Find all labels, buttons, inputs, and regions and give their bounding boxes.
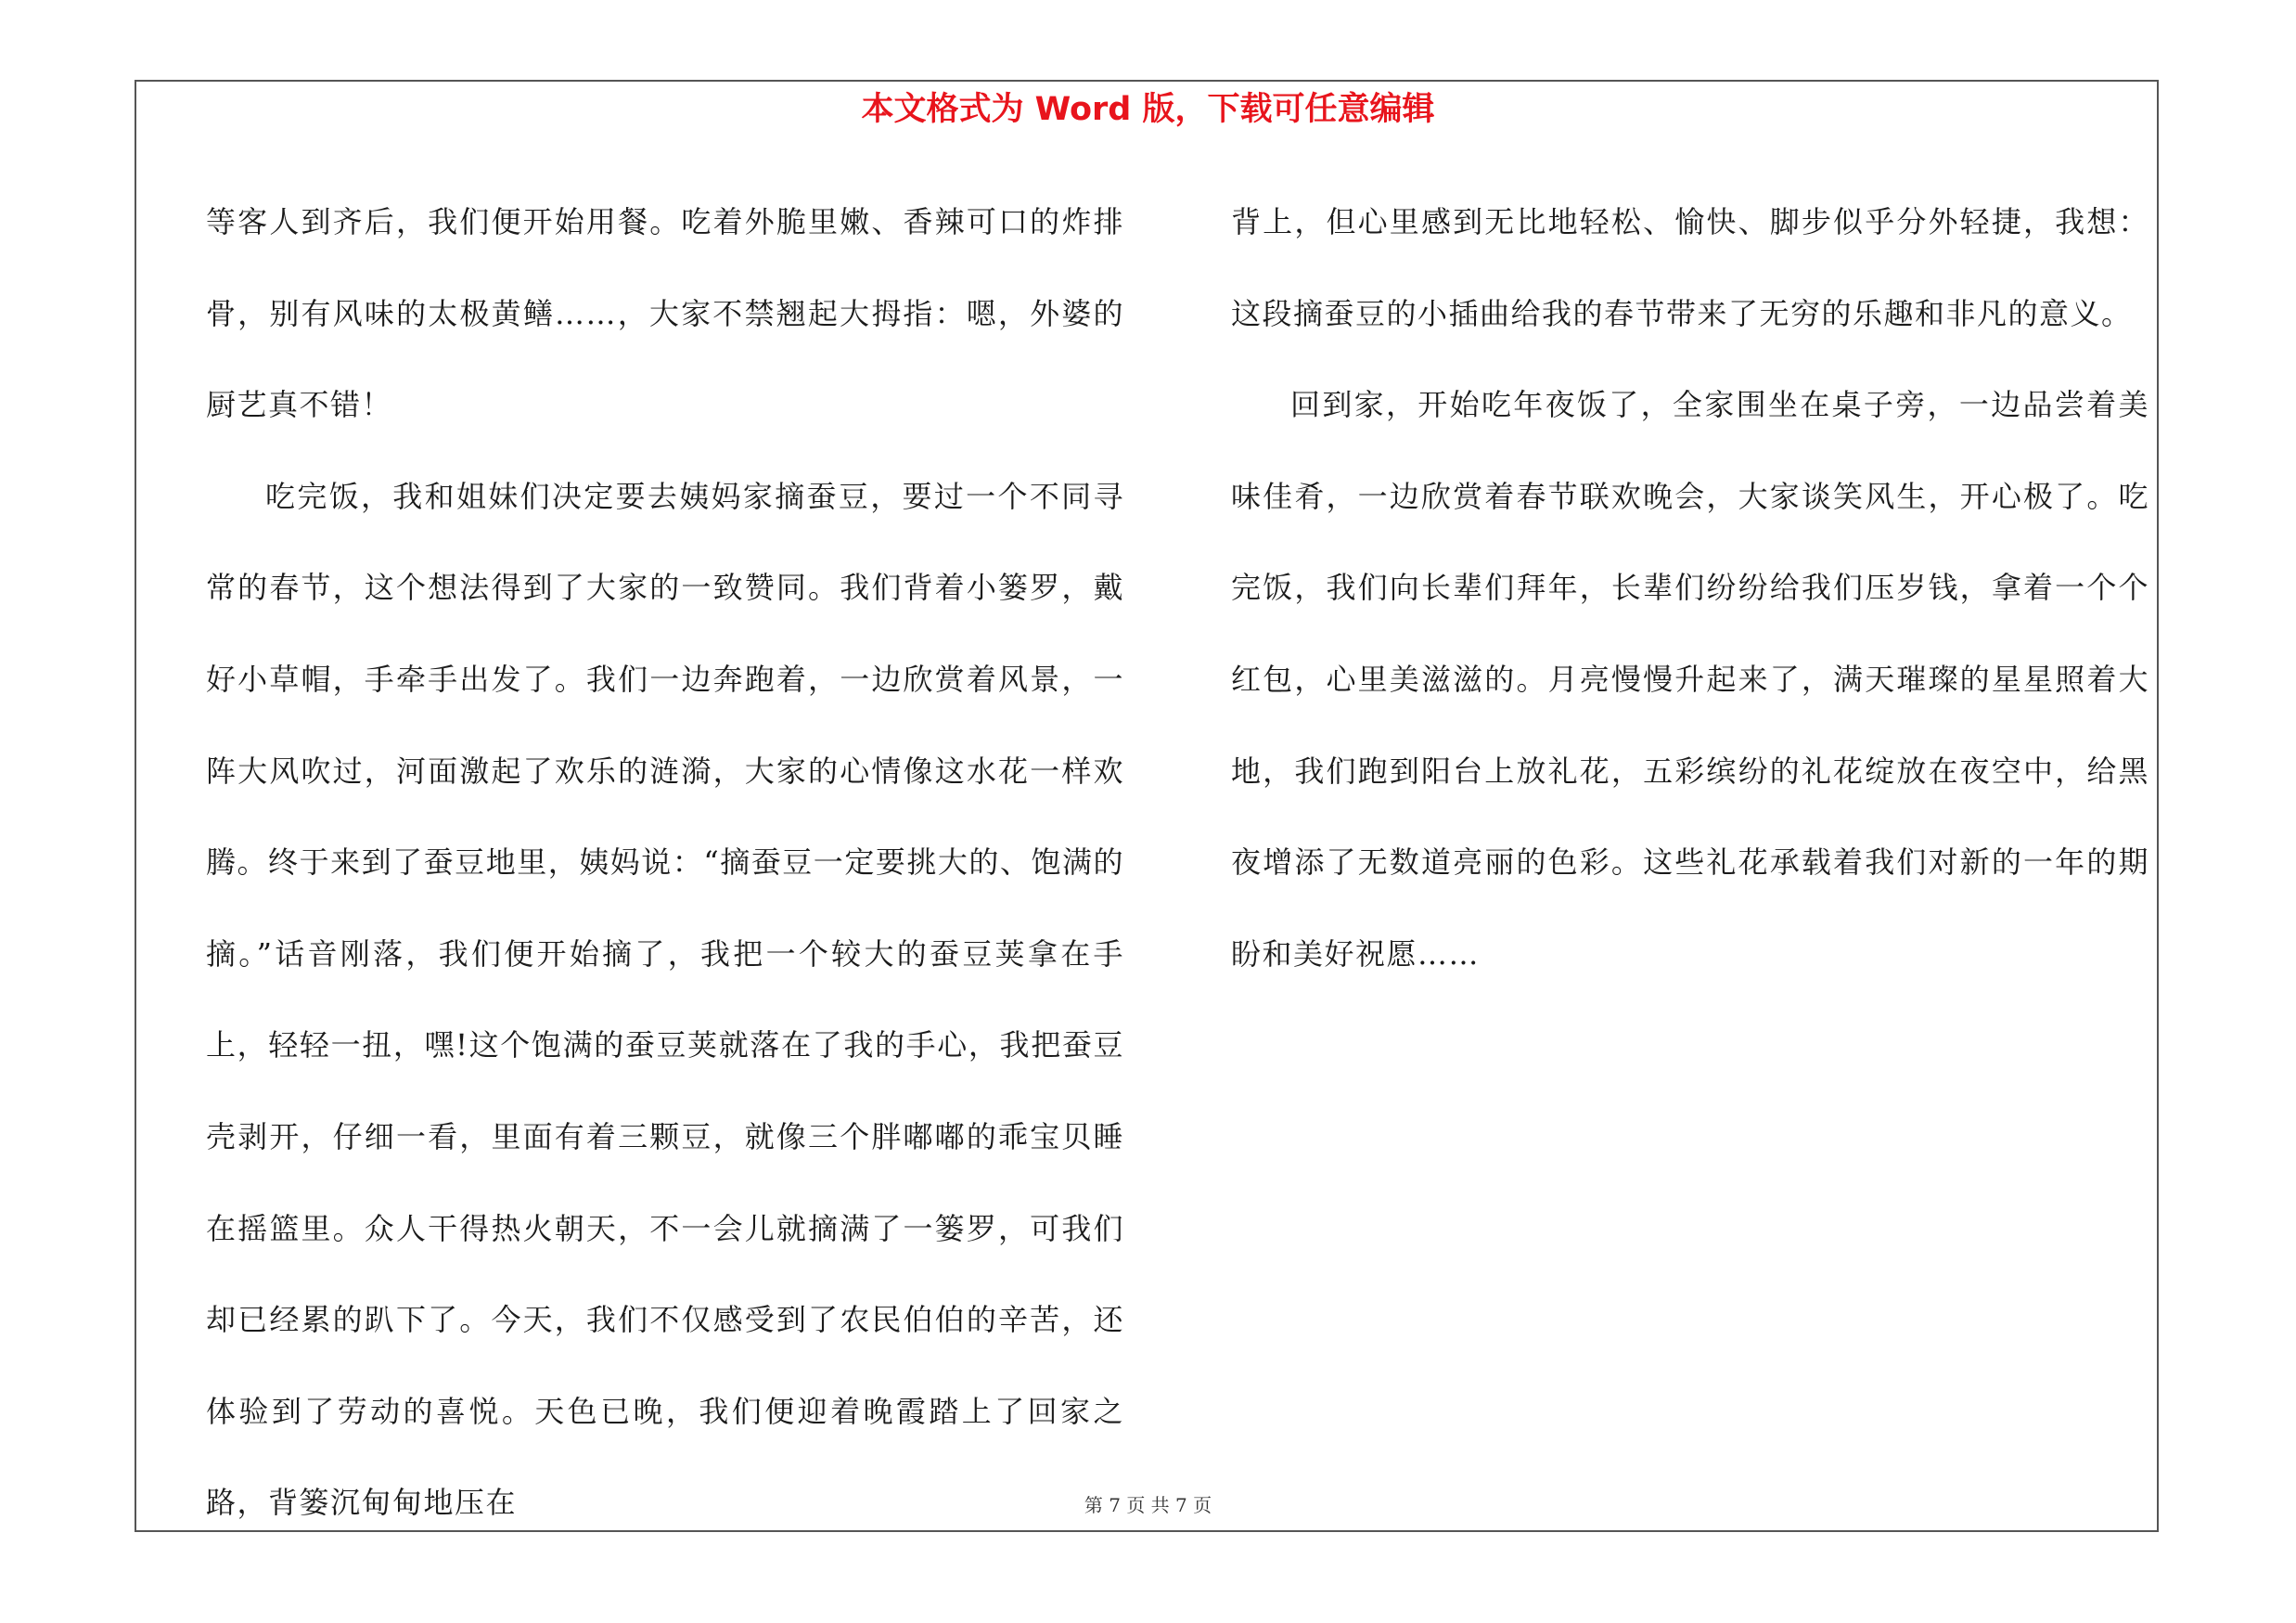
paragraph-left-2: 吃完饭，我和姐妹们决定要去姨妈家摘蚕豆，要过一个不同寻常的春节，这个想法得到了大家的一致赞同。我们背着小篓罗，戴好小草帽，手牵手出发了。我们一边奔跑着，一边欣赏着风景，一阵大风吹过，河面激起了欢乐的涟漪，大家的心情像这水花一样欢腾。终于来到了蚕豆地里，姨妈说：“摘蚕豆一定要挑大的、饱满的摘。”话音刚落，我们便开始摘了，我把一个较大的蚕豆荚拿在手上，轻轻一扭，嘿!这个饱满的蚕豆荚就落在了我的手心，我把蚕豆壳剥开，仔细一看，里面有着三颗豆，就像三个胖嘟嘟的乖宝贝睡在摇篮里。众人干得热火朝天，不一会儿就摘满了一篓罗，可我们却已经累的趴下了。今天，我们不仅感受到了农民伯伯的辛苦，还体验到了劳动的喜悦。天色已晚，我们便迎着晚霞踏上了回家之路，背篓沉甸甸地压在	[206, 478, 1124, 1521]
page-number: 第 7 页 共 7 页	[1084, 1494, 1212, 1516]
paragraph-right-2: 回到家，开始吃年夜饭了，全家围坐在桌子旁，一边品尝着美味佳肴，一边欣赏着春节联欢晚会，大家谈笑风生，开心极了。吃完饭，我们向长辈们拜年，长辈们纷纷给我们压岁钱，拿着一个个红包，心里美滋滋的。月亮慢慢升起来了，满天璀璨的星星照着大地，我们跑到阳台上放礼花，五彩缤纷的礼花绽放在夜空中，给黑夜增添了无数道亮丽的色彩。这些礼花承载着我们对新的一年的期盼和美好祝愿……	[1231, 387, 2149, 972]
header-banner: 本文格式为 Word 版，下载可任意编辑	[861, 91, 1435, 128]
paragraph-left-1: 等客人到齐后，我们便开始用餐。吃着外脆里嫩、香辣可口的炸排骨，别有风味的太极黄鳝……，大家不禁翘起大拇指：嗯，外婆的厨艺真不错！	[206, 204, 1124, 423]
right-column	[1231, 176, 2149, 999]
left-column	[206, 176, 1124, 1549]
paragraph-right-1: 背上，但心里感到无比地轻松、愉快、脚步似乎分外轻捷，我想：这段摘蚕豆的小插曲给我的春节带来了无穷的乐趣和非凡的意义。	[1231, 204, 2149, 331]
